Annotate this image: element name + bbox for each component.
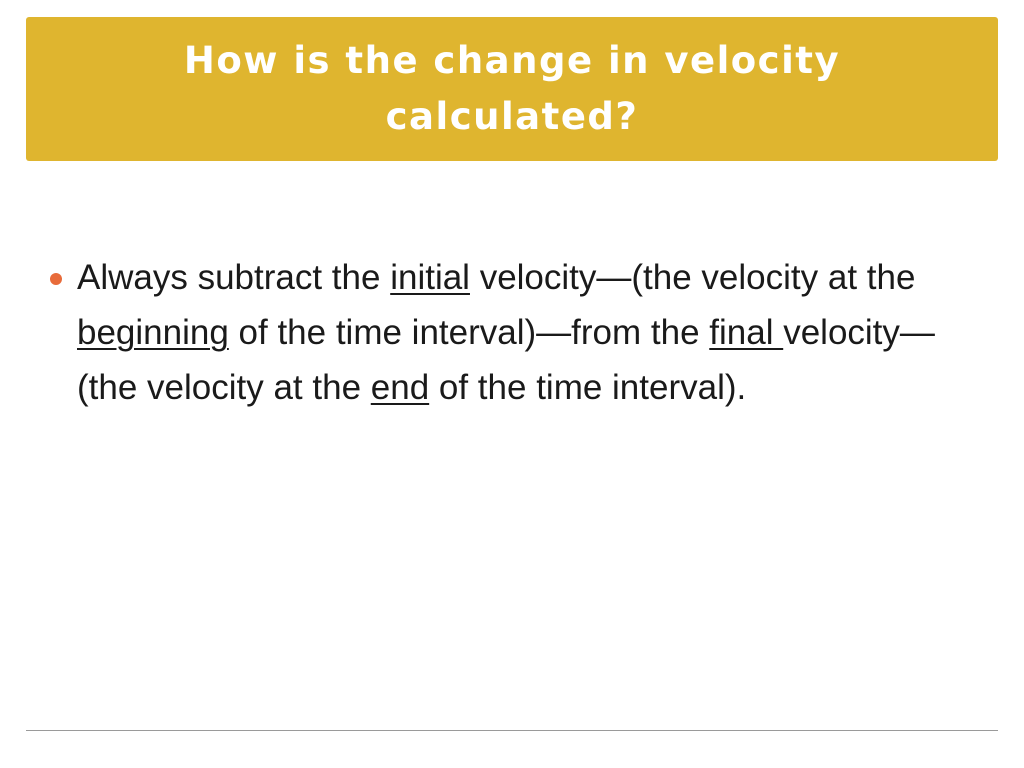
underlined-term-end: end [370,368,430,407]
underlined-term-final: final [709,313,784,352]
underlined-term-beginning: beginning [77,313,229,352]
footer-divider [26,730,998,731]
bullet-item [46,250,946,415]
bullet-text [77,258,935,407]
slide-body [46,250,946,415]
underlined-term-initial: initial [390,258,470,297]
bullet-dot-icon [50,273,62,285]
title-band [26,17,998,161]
bullet-segment: of the time interval)—from the [228,313,710,352]
slide-title: How is the change in velocity calculated? [183,39,841,138]
bullet-segment: of the time interval). [429,368,747,407]
bullet-segment: velocity—(the velocity at the [77,313,935,407]
bullet-segment: Always subtract the [77,258,391,297]
bullet-segment: velocity—(the velocity at the [469,258,916,297]
